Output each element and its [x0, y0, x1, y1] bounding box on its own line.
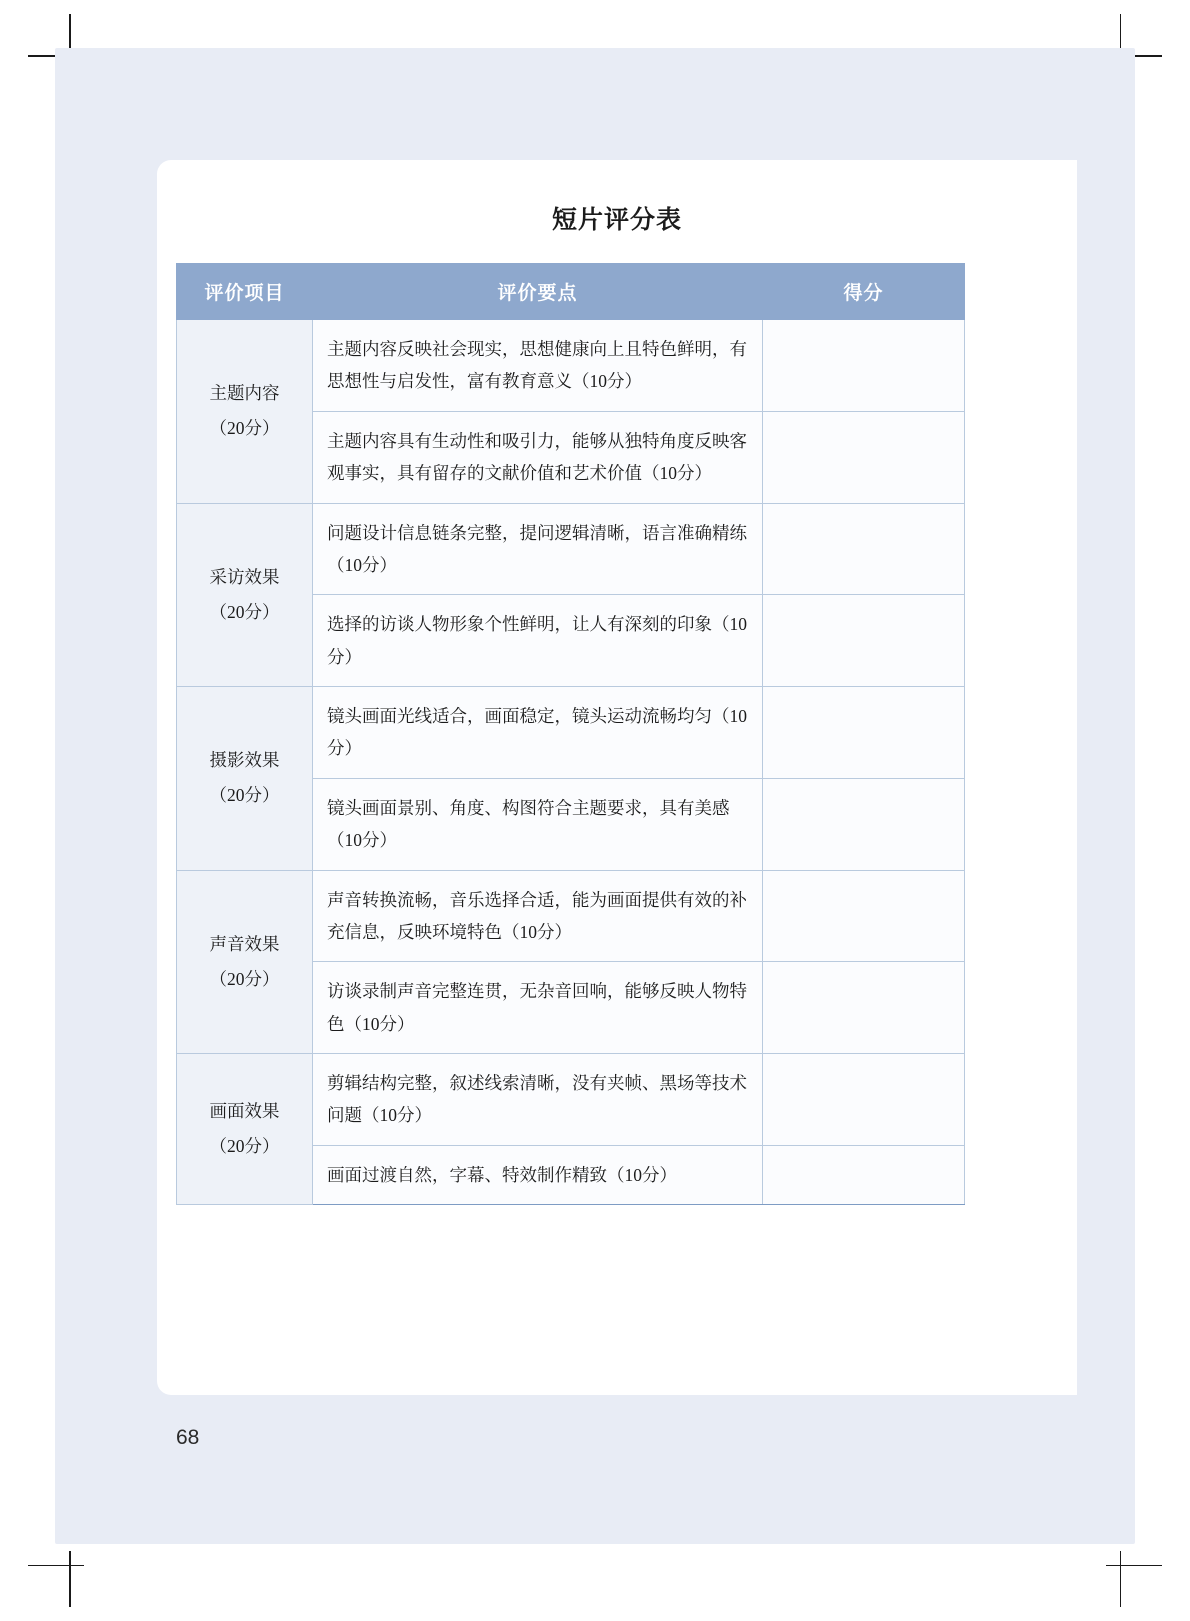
evaluation-item-score: （20分） [209, 418, 280, 439]
score-input-cell[interactable] [763, 1054, 965, 1146]
evaluation-point-cell: 主题内容反映社会现实，思想健康向上且特色鲜明，有思想性与启发性，富有教育意义（10分） [313, 320, 763, 412]
table-row [177, 1054, 965, 1146]
evaluation-point-cell: 镜头画面景别、角度、构图符合主题要求，具有美感（10分） [313, 778, 763, 870]
evaluation-item-cell [177, 870, 313, 1054]
score-input-cell[interactable] [763, 1145, 965, 1204]
page-title: 短片评分表 [551, 206, 682, 234]
page-number: 68 [176, 1426, 200, 1449]
score-input-cell[interactable] [763, 411, 965, 503]
evaluation-point-cell: 声音转换流畅，音乐选择合适，能为画面提供有效的补充信息，反映环境特色（10分） [313, 870, 763, 962]
evaluation-item-name: 采访效果 [209, 566, 280, 587]
evaluation-point-cell: 画面过渡自然，字幕、特效制作精致（10分） [313, 1145, 763, 1204]
evaluation-item-name: 摄影效果 [209, 750, 280, 771]
score-input-cell[interactable] [763, 870, 965, 962]
crop-mark-bottom-left [28, 1551, 84, 1607]
score-input-cell[interactable] [763, 503, 965, 595]
table-row [177, 503, 965, 595]
evaluation-item-cell [177, 1054, 313, 1205]
table-row [177, 870, 965, 962]
score-input-cell[interactable] [763, 962, 965, 1054]
evaluation-point-cell: 访谈录制声音完整连贯，无杂音回响，能够反映人物特色（10分） [313, 962, 763, 1054]
table-row [177, 320, 965, 412]
evaluation-item-name: 主题内容 [209, 383, 280, 404]
evaluation-point-cell: 剪辑结构完整，叙述线索清晰，没有夹帧、黑场等技术问题（10分） [313, 1054, 763, 1146]
score-input-cell[interactable] [763, 320, 965, 412]
evaluation-item-name: 画面效果 [209, 1101, 280, 1122]
table-row [177, 687, 965, 779]
evaluation-item-cell [177, 687, 313, 871]
evaluation-point-cell: 主题内容具有生动性和吸引力，能够从独特角度反映客观事实，具有留存的文献价值和艺术价值（10分） [313, 411, 763, 503]
evaluation-item-name: 声音效果 [209, 933, 280, 954]
evaluation-item-score: （20分） [209, 601, 280, 622]
table-header-row [177, 264, 965, 320]
evaluation-item-score: （20分） [209, 1136, 280, 1157]
evaluation-item-score: （20分） [209, 785, 280, 806]
evaluation-point-cell: 选择的访谈人物形象个性鲜明，让人有深刻的印象（10分） [313, 595, 763, 687]
score-table [176, 263, 965, 1205]
column-header-score: 得分 [763, 264, 965, 320]
evaluation-item-cell [177, 503, 313, 687]
evaluation-item-cell [177, 320, 313, 504]
score-input-cell[interactable] [763, 595, 965, 687]
column-header-points: 评价要点 [313, 264, 763, 320]
score-input-cell[interactable] [763, 687, 965, 779]
evaluation-point-cell: 镜头画面光线适合，画面稳定，镜头运动流畅均匀（10分） [313, 687, 763, 779]
crop-mark-bottom-right [1106, 1551, 1162, 1607]
column-header-item: 评价项目 [177, 264, 313, 320]
score-input-cell[interactable] [763, 778, 965, 870]
evaluation-point-cell: 问题设计信息链条完整，提问逻辑清晰，语言准确精练（10分） [313, 503, 763, 595]
evaluation-item-score: （20分） [209, 968, 280, 989]
